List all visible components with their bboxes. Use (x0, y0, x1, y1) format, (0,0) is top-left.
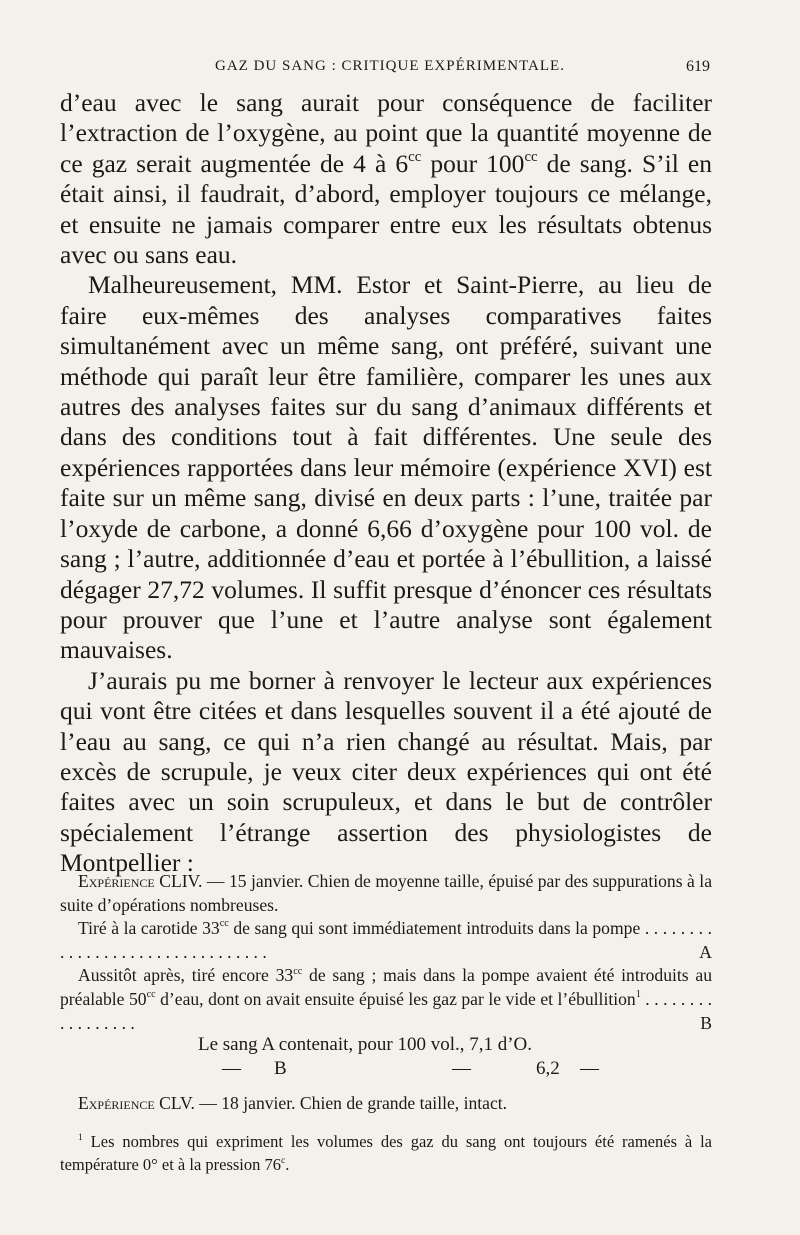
running-header (60, 58, 710, 86)
paragraph-3: J’aurais pu me borner à renvoyer le lecteur aux expériences qui vont être citées et dans lesquelles souvent il a été ajouté de l’eau au sang, ce qui n’a rien changé au résultat. Mais, par excès de scrupule, je veux citer deux expériences qui ont été faites avec un soin scrupuleux, et dans le but de contrôler spécialement l’étrange assertion des physiologistes de Montpellier : (60, 665, 712, 878)
sample-a-marker: A (699, 941, 712, 962)
footnote: $^1$ Les nombres qui expriment les volumes des gaz du sang ont toujours été ramenés à la température 0° et à la pression 76$^c$. (60, 1131, 712, 1174)
footnote-marker: 1 (78, 1131, 83, 1143)
experiment-154 (60, 870, 712, 1035)
paragraph-2: Malheureusement, MM. Estor et Saint-Pierre, au lieu de faire eux-mêmes des analyses comparatives faites simultanément avec un même sang, ont préféré, suivant une méthode qui paraît leur être familière, comparer les unes aux autres des analyses faites sur du sang d’animaux différents et dans des conditions tout à fait différentes. Une seule des expériences rapportées dans leur mémoire (expérience XVI) est faite sur un même sang, divisé en deux parts : l’une, traitée par l’oxyde de carbone, a donné 6,66 d’oxygène pour 100 vol. de sang ; l’autre, additionnée d’eau et portée à l’ébullition, a laissé dégager 27,72 volumes. Il suffit presque d’énoncer ces résultats pour prouver que l’une et l’autre analyse sont également mauvaises. (60, 270, 712, 665)
main-text (60, 88, 712, 879)
experiment-154-line-b: Aussitôt après, tiré encore $33^{cc}$ de sang ; mais dans la pompe avaient été introduits au préalable $50^{cc}$ d’eau, dont on avait ensuite épuisé les gaz par le vide et l’ébullition$^1$ . . . . . . . . . . . . . . . . . B (60, 964, 712, 1035)
book-page: GAZ DU SANG : CRITIQUE EXPÉRIMENTALE. 619 d’eau avec le sang aurait pour conséquence de faciliter l’extraction de l’oxygène, au point que la quantité moyenne de ce gaz serait augmentée de 4 à $6^{cc}$ pour $100^{cc}$ de sang. S’il en était ainsi, il faudrait, d’abord, employer toujours ce mélange, et ensuite ne jamais comparer entre eux les résultats obtenus avec ou sans eau. Malheureusement, MM. Estor et Saint-Pierre, au lieu de faire eux-mêmes des analyses comparatives faites simultanément avec un même sang, ont préféré, suivant une méthode qui paraît leur être familière, comparer les unes aux autres des analyses faites sur du sang d’animaux différents et dans des conditions tout à fait différentes. Une seule des expériences rapportées dans leur mémoire (expérience XVI) est faite sur un même sang, divisé en deux parts : l’une, traitée par l’oxyde de carbone, a donné 6,66 d’oxygène pour 100 vol. de sang ; l’autre, additionnée d’eau et portée à l’ébullition, a laissé dégager 27,72 volumes. Il suffit presque d’énoncer ces résultats pour prouver que l’une et l’autre analyse sont également mauvaises. J’aurais pu me borner à renvoyer le lecteur aux expériences qui vont être citées et dans lesquelles souvent il a été ajouté de l’eau au sang, ce qui n’a rien changé au résultat. Mais, par excès de scrupule, je veux citer deux expériences qui ont été faites avec un soin scrupuleux, et dans le but de contrôler spécialement l’étrange assertion des physiologistes de Montpellier : Expérience CLIV. — 15 janvier. Chien de moyenne taille, épuisé par des suppurations à la suite d’opérations nombreuses. Tiré à la carotide $33^{cc}$ de sang qui sont immédiatement introduits dans la pompe . . . . . . . . . . . . . . . . . . . . . . . . . . . . . . . . A Aussitôt après, tiré encore $33^{cc}$ de sang ; mais dans la pompe avaient été introduits au préalable $50^{cc}$ d’eau, dont on avait ensuite épuisé les gaz par le vide et l’ébullition$^1$ . . . . . . . . . . . . . . . . . B Le sang A contenait, pour 100 vol., 7,1 d’O. — B — 6,2 — Expérience CLV. — 18 janvier. Chien de grande taille, intact. $^1$ Les nombres qui expriment les volumes des gaz du sang ont toujours été ramenés à la température 0° et à la pression 76$^c$. (60, 58, 712, 1174)
running-title: GAZ DU SANG : CRITIQUE EXPÉRIMENTALE. (215, 58, 565, 74)
experiment-154-heading: Expérience CLIV. — 15 janvier. Chien de moyenne taille, épuisé par des suppurations à la suite d’opérations nombreuses. (60, 871, 712, 915)
experiment-154-label: Expérience CLIV. (78, 871, 203, 891)
experiment-155: Expérience CLV. — 18 janvier. Chien de grande taille, intact. (78, 1093, 508, 1113)
experiment-155-label: Expérience CLV. (78, 1093, 195, 1113)
page-number: 619 (686, 58, 710, 75)
sample-b-marker: B (700, 1012, 712, 1033)
experiment-154-line-a: Tiré à la carotide $33^{cc}$ de sang qui sont immédiatement introduits dans la pompe . . . . . . . . . . . . . . . . . . . . . . . . . . . . . . . . A (60, 917, 712, 964)
result-line-a: Le sang A contenait, pour 100 vol., 7,1 d’O. (198, 1034, 533, 1055)
paragraph-1: d’eau avec le sang aurait pour conséquence de faciliter l’extraction de l’oxygène, au point que la quantité moyenne de ce gaz serait augmentée de 4 à $6^{cc}$ pour $100^{cc}$ de sang. S’il en était ainsi, il faudrait, d’abord, employer toujours ce mélange, et ensuite ne jamais comparer entre eux les résultats obtenus avec ou sans eau. (60, 88, 712, 270)
footnote-ref: 1 (635, 989, 641, 1001)
